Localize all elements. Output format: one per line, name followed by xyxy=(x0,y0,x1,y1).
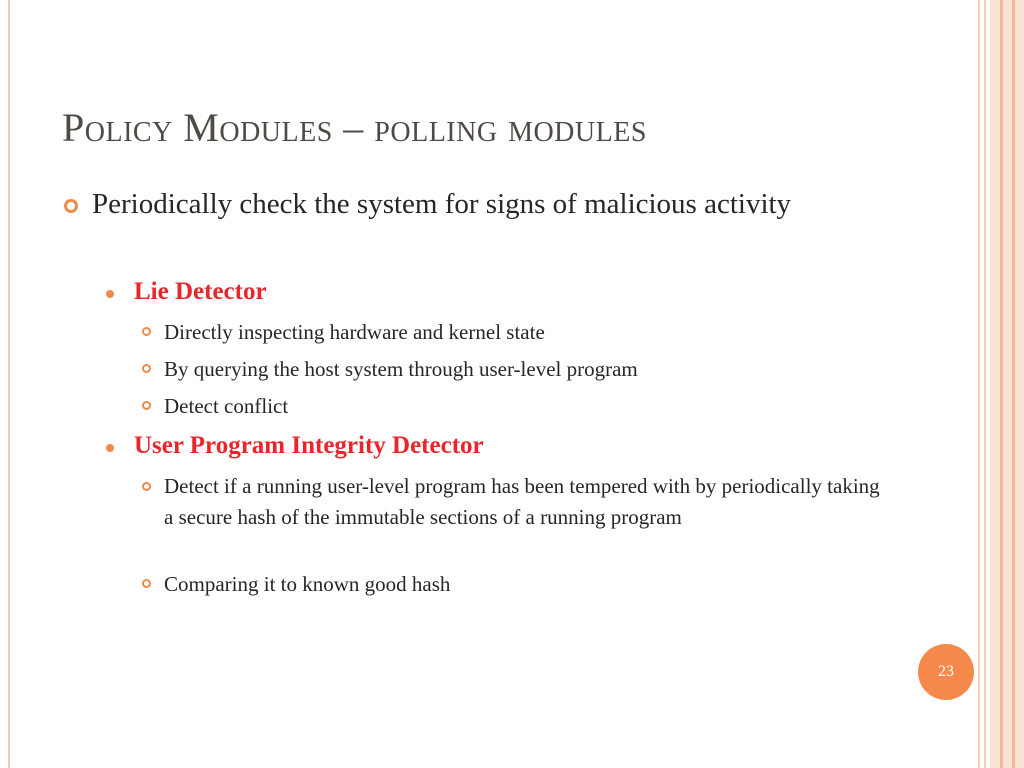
dot-bullet-icon xyxy=(106,290,114,298)
bullet-level3: Comparing it to known good hash xyxy=(164,572,451,596)
bullet-level3: Detect conflict xyxy=(164,394,289,418)
bullet-level3: By querying the host system through user-level program xyxy=(164,357,638,381)
decor-stripe xyxy=(1000,0,1003,768)
bullet-level3: Detect if a running user-level program has been tempered with by periodically taking a secure hash of the immutable sections of a running program xyxy=(164,474,880,529)
decor-stripe xyxy=(1012,0,1015,768)
decor-stripe xyxy=(978,0,980,768)
page-number-badge: 23 xyxy=(918,644,974,700)
ring-bullet-icon xyxy=(142,579,151,588)
dot-bullet-icon xyxy=(106,444,114,452)
decor-stripe xyxy=(984,0,986,768)
bullet-level1: Periodically check the system for signs of malicious activity xyxy=(92,188,792,220)
ring-bullet-icon xyxy=(142,364,151,373)
left-edge-line xyxy=(8,0,10,768)
section-heading: User Program Integrity Detector xyxy=(134,432,484,459)
ring-bullet-icon xyxy=(142,482,151,491)
ring-bullet-icon xyxy=(142,327,151,336)
ring-bullet-icon xyxy=(142,401,151,410)
section-heading: Lie Detector xyxy=(134,278,267,305)
ring-bullet-icon xyxy=(64,199,78,213)
decor-stripe xyxy=(990,0,1024,768)
slide-title: Policy Modules – polling modules xyxy=(62,105,647,150)
bullet-level3: Directly inspecting hardware and kernel state xyxy=(164,320,545,344)
